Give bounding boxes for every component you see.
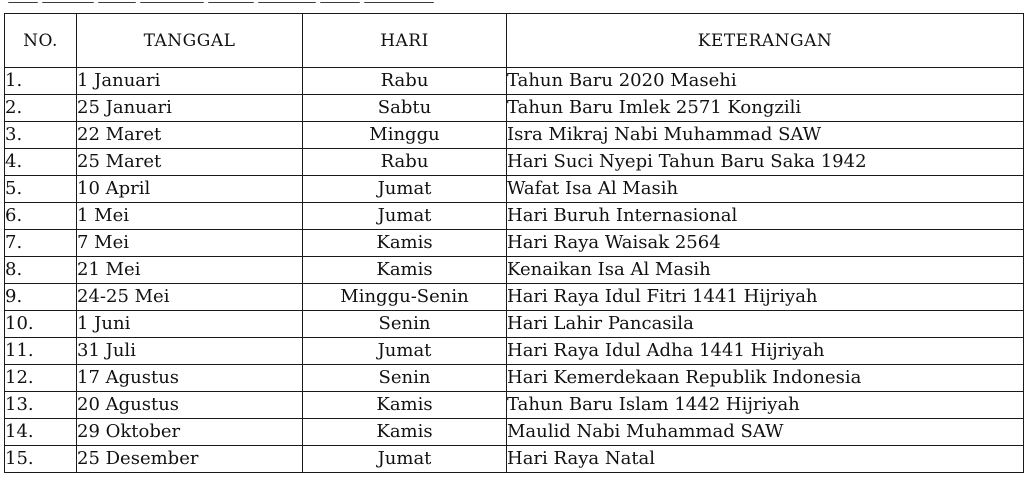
cell-date: 25 Januari (77, 95, 303, 122)
cell-no: 13. (5, 392, 77, 419)
cell-note: Hari Buruh Internasional (507, 203, 1024, 230)
cell-note: Maulid Nabi Muhammad SAW (507, 419, 1024, 446)
table-row (5, 257, 1024, 284)
table-row (5, 95, 1024, 122)
table-row (5, 230, 1024, 257)
cell-no: 1. (5, 68, 77, 95)
table-row (5, 446, 1024, 473)
cell-no: 5. (5, 176, 77, 203)
cell-date: 24-25 Mei (77, 284, 303, 311)
cell-date: 21 Mei (77, 257, 303, 284)
cell-note: Hari Raya Idul Fitri 1441 Hijriyah (507, 284, 1024, 311)
cell-note: Hari Raya Idul Adha 1441 Hijriyah (507, 338, 1024, 365)
cell-day: Kamis (303, 230, 507, 257)
header-no: NO. (5, 14, 77, 68)
cell-date: 22 Maret (77, 122, 303, 149)
cell-day: Rabu (303, 149, 507, 176)
cell-day: Jumat (303, 203, 507, 230)
table-header (5, 14, 1024, 68)
cell-date: 29 Oktober (77, 419, 303, 446)
table-body (5, 68, 1024, 473)
cell-day: Kamis (303, 257, 507, 284)
cell-no: 6. (5, 203, 77, 230)
cell-no: 11. (5, 338, 77, 365)
table-row (5, 149, 1024, 176)
cell-date: 10 April (77, 176, 303, 203)
cell-note: Hari Raya Waisak 2564 (507, 230, 1024, 257)
table-row (5, 419, 1024, 446)
holiday-table (4, 13, 1024, 473)
cell-day: Jumat (303, 338, 507, 365)
cell-date: 20 Agustus (77, 392, 303, 419)
cell-no: 9. (5, 284, 77, 311)
cell-note: Hari Lahir Pancasila (507, 311, 1024, 338)
cell-note: Wafat Isa Al Masih (507, 176, 1024, 203)
cell-note: Hari Raya Natal (507, 446, 1024, 473)
table-row (5, 203, 1024, 230)
table-row (5, 68, 1024, 95)
cell-note: Tahun Baru 2020 Masehi (507, 68, 1024, 95)
cell-date: 1 Mei (77, 203, 303, 230)
cell-no: 10. (5, 311, 77, 338)
cell-day: Sabtu (303, 95, 507, 122)
table-row (5, 122, 1024, 149)
cell-note: Tahun Baru Imlek 2571 Kongzili (507, 95, 1024, 122)
table-row (5, 392, 1024, 419)
cell-date: 1 Januari (77, 68, 303, 95)
table-row (5, 311, 1024, 338)
cell-note: Kenaikan Isa Al Masih (507, 257, 1024, 284)
cell-day: Jumat (303, 446, 507, 473)
cell-no: 2. (5, 95, 77, 122)
cell-note: Isra Mikraj Nabi Muhammad SAW (507, 122, 1024, 149)
table-row (5, 338, 1024, 365)
cell-note: Hari Suci Nyepi Tahun Baru Saka 1942 (507, 149, 1024, 176)
cell-note: Tahun Baru Islam 1442 Hijriyah (507, 392, 1024, 419)
cell-date: 1 Juni (77, 311, 303, 338)
table-row (5, 284, 1024, 311)
cell-date: 7 Mei (77, 230, 303, 257)
cell-day: Rabu (303, 68, 507, 95)
cell-day: Minggu-Senin (303, 284, 507, 311)
cell-day: Kamis (303, 392, 507, 419)
cell-no: 8. (5, 257, 77, 284)
cell-no: 3. (5, 122, 77, 149)
cell-no: 12. (5, 365, 77, 392)
cell-date: 17 Agustus (77, 365, 303, 392)
cell-date: 25 Maret (77, 149, 303, 176)
cell-day: Senin (303, 311, 507, 338)
cell-no: 15. (5, 446, 77, 473)
table-row (5, 176, 1024, 203)
cropped-text-fragment (8, 0, 468, 3)
cell-no: 4. (5, 149, 77, 176)
cell-no: 14. (5, 419, 77, 446)
header-row (5, 14, 1024, 68)
header-date: TANGGAL (77, 14, 303, 68)
cell-day: Kamis (303, 419, 507, 446)
cell-date: 25 Desember (77, 446, 303, 473)
cell-day: Senin (303, 365, 507, 392)
cell-no: 7. (5, 230, 77, 257)
header-day: HARI (303, 14, 507, 68)
cell-day: Minggu (303, 122, 507, 149)
table-row (5, 365, 1024, 392)
cell-day: Jumat (303, 176, 507, 203)
cell-date: 31 Juli (77, 338, 303, 365)
cell-note: Hari Kemerdekaan Republik Indonesia (507, 365, 1024, 392)
header-note: KETERANGAN (507, 14, 1024, 68)
